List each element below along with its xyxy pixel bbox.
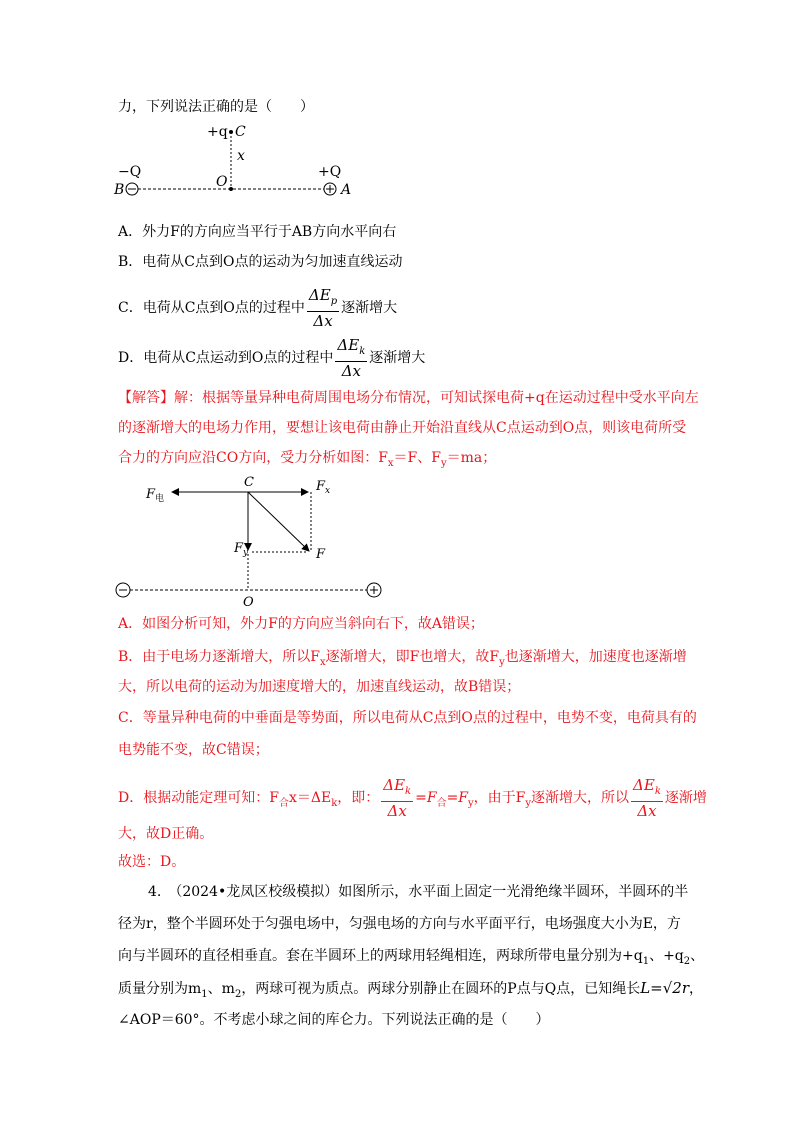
answer-line-1 [118, 388, 699, 408]
question4-line-5: ∠AOP＝60°。不考虑小球之间的库仑力。下列说法正确的是（ ） [118, 1012, 550, 1028]
intro-text: 力，下列说法正确的是（ ） [118, 99, 314, 115]
frac-num: ΔE [633, 776, 655, 794]
label-b: B [114, 182, 125, 198]
label-fy: $F_y$ [234, 541, 249, 558]
label-c: C [235, 124, 246, 140]
analysis-c-1: C．等量异种电荷的中垂面是等势面，所以电荷从C点到O点的过程中，电势不变，电荷具有的 [118, 710, 697, 726]
q4-l4-pre: 质量分别为m [118, 981, 202, 997]
label-plus-q: +q [207, 124, 228, 140]
point-o-dot [229, 187, 233, 191]
answer-l3-sub2: y [440, 457, 447, 469]
analysis-b-text-3: 也逐渐增大，加速度也逐渐增 [504, 649, 687, 665]
analysis-b-2: 大，所以电荷的运动为加速度增大的，加速直线运动，故B错误； [118, 679, 521, 695]
point-c-dot [229, 130, 233, 134]
d-text-1: D．根据动能定理可知：F [118, 790, 279, 806]
d-text-5: 逐渐增大，所以 [531, 790, 630, 806]
answer-l3-a: 合力的方向应沿CO方向，受力分析如图：F [118, 450, 388, 466]
option-c [118, 286, 397, 330]
label-x: x [237, 148, 245, 164]
q4-l4-sub2: 2 [234, 988, 242, 1000]
sub-x: x [320, 656, 326, 668]
q4-l4-mid: 、m [207, 981, 235, 997]
question4-line-2: 径为r，整个半圆环处于匀强电场中，匀强电场的方向与水平面平行，电场强度大小为E，方 [118, 916, 681, 932]
q4-l4-end: ， [689, 981, 704, 997]
fraction-dep-dx [307, 286, 339, 330]
q4-l3-text: 向与半圆环的直径相垂直。套在半圆环上的两球用轻绳相连，两球所带电量分别为+q [118, 948, 643, 964]
fraction-dek-dx-2 [631, 776, 663, 820]
label-a: A [341, 182, 352, 198]
q4-l4-sub1: 1 [201, 988, 208, 1000]
answer-l3-sub1: x [387, 457, 394, 469]
answer-line-3 [118, 448, 496, 474]
analysis-b-text-2: 逐渐增大，即F也增大，故F [325, 649, 500, 665]
answer-line-2: 的逐渐增大的电场力作用，要想让该电荷由静止开始沿直线从C点运动到O点，则该电荷所受 [118, 420, 687, 436]
d-text-3: ，即： [337, 790, 380, 806]
answer-text-1: 解：根据等量异种电荷周围电场分布情况，可知试探电荷+q在运动过程中受水平向左 [174, 390, 699, 406]
q4-l3-mid: 、+q [649, 948, 684, 964]
label-o: O [243, 595, 254, 608]
q4-l3-end: 、 [690, 948, 705, 964]
answer-l3-b: ＝F、F [393, 450, 441, 466]
q4-l3-sub2: 2 [683, 955, 691, 967]
answer-l3-c: ＝ma； [446, 450, 497, 466]
q4-l4-mid2: ，两球可视为质点。两球分别静止在圆环的P点与Q点，已知绳长 [241, 981, 641, 997]
frac-den: Δx [341, 362, 361, 380]
d-eq-2: =F [446, 790, 469, 806]
question4-line-4 [118, 978, 703, 1005]
arrow-f [248, 492, 309, 551]
question4-line-3 [118, 946, 704, 972]
option-b: B．电荷从C点到O点的运动为匀加速直线运动 [118, 254, 403, 270]
label-neg-q: −Q [118, 164, 142, 180]
option-a: A．外力F的方向应当平行于AB方向水平向右 [118, 224, 397, 240]
frac-num-sub: k [654, 786, 661, 797]
d-text-4: ，由于F [473, 790, 526, 806]
analysis-d-1 [118, 776, 707, 820]
label-pos-q: +Q [318, 164, 342, 180]
frac-den: Δx [313, 312, 333, 330]
label-f-elec: $F_电$ [146, 487, 165, 504]
d-eq-sub-2: y [468, 797, 474, 809]
analysis-b-text-1: B．由于电场力逐渐增大，所以F [118, 649, 321, 665]
d-text-2: x＝ΔE [288, 790, 332, 806]
label-c: C [244, 475, 254, 490]
d-eq-sub-1: 合 [436, 797, 447, 809]
analysis-b-1 [118, 647, 687, 673]
frac-den: Δx [387, 802, 407, 820]
frac-num-sub: k [359, 346, 366, 357]
choice-line: 故选：D。 [118, 854, 186, 870]
analysis-a: A．如图分析可知，外力F的方向应当斜向右下，故A错误； [118, 616, 484, 632]
d-text-6: 逐渐增 [664, 790, 707, 806]
option-d [118, 336, 425, 380]
frac-num-sub: p [330, 296, 338, 307]
analysis-c-2: 电势能不变，故C错误； [118, 742, 269, 758]
sub-y: y [499, 656, 505, 668]
question4-line-1: 4. （2024•龙凤区校级模拟）如图所示，水平面上固定一光滑绝缘半圆环，半圆环的半 [148, 884, 689, 900]
d-eq-1: =F [415, 790, 437, 806]
option-d-suffix: 逐渐增大 [369, 350, 426, 366]
d-sub-y: y [525, 797, 532, 809]
analysis-d-2: 大，故D正确。 [118, 826, 214, 842]
answer-tag: 【解答】 [118, 390, 174, 406]
option-c-prefix: C．电荷从C点到O点的过程中 [118, 300, 305, 316]
frac-num: ΔE [337, 336, 360, 354]
d-sub-k: k [331, 797, 338, 809]
q4-rope-length-formula: L=√2r [640, 979, 690, 997]
frac-num-sub: k [405, 786, 412, 797]
q4-l3-sub1: 1 [642, 955, 650, 967]
fraction-dek-dx-1 [381, 776, 413, 820]
label-fx: $F_x$ [316, 479, 331, 496]
option-d-prefix: D．电荷从C点运动到O点的过程中 [118, 350, 334, 366]
frac-num: ΔE [383, 776, 406, 794]
label-f: F [316, 547, 326, 562]
fraction-dek-dx [335, 336, 367, 380]
frac-num: ΔE [308, 286, 331, 304]
label-o: O [216, 174, 228, 190]
figure-charges [100, 118, 380, 204]
figure-force-analysis [100, 472, 400, 608]
frac-den: Δx [637, 802, 657, 820]
option-c-suffix: 逐渐增大 [341, 300, 398, 316]
d-sub-he: 合 [278, 797, 289, 809]
